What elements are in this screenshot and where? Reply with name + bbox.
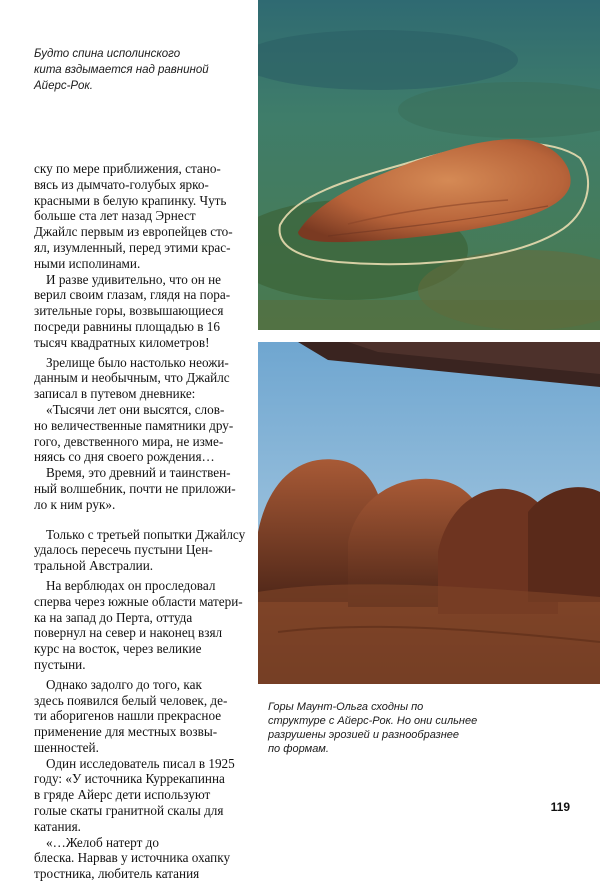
ayers-rock-photo xyxy=(258,0,600,330)
text-line: ти аборигенов нашли прекрасное xyxy=(34,708,222,724)
text-line: Один исследователь писал в 1925 xyxy=(46,755,235,771)
text-line: зительные горы, возвышающиеся xyxy=(34,303,224,319)
text-line: верил своим глазам, глядя на пора- xyxy=(34,287,231,303)
mount-olga-illustration xyxy=(258,342,600,684)
caption-line: по формам. xyxy=(268,743,329,755)
dome-rock xyxy=(528,487,600,602)
text-line: здесь появился белый человек, де- xyxy=(34,692,228,708)
caption-line: кита вздымается над равниной xyxy=(34,64,209,76)
text-line: пустыни. xyxy=(34,656,86,672)
text-line: повернул на север и наконец взял xyxy=(34,625,223,641)
top-photo-caption xyxy=(34,46,244,94)
text-line: Только с третьей попытки Джайлсу xyxy=(46,526,246,542)
caption-line: Будто спина исполинского xyxy=(34,48,181,60)
text-line: посреди равнины площадью в 16 xyxy=(34,318,220,334)
text-line: удалось пересечь пустыни Цен- xyxy=(34,542,213,558)
ayers-rock-illustration xyxy=(258,0,600,330)
text-line: На верблюдах он проследовал xyxy=(46,577,216,593)
text-line: красными в белую крапинку. Чуть xyxy=(34,192,227,208)
text-line: в гряде Айерс дети используют xyxy=(34,787,211,803)
text-line: сперва через южные области матери- xyxy=(34,593,243,609)
text-line: но величественные памятники дру- xyxy=(34,417,234,433)
text-line: «…Желоб натерт до xyxy=(46,834,159,850)
caption-line: структуре с Айерс-Рок. Но они сильнее xyxy=(268,715,478,727)
text-line: няясь со дня своего рождения… xyxy=(34,449,215,465)
text-line: больше ста лет назад Эрнест xyxy=(34,208,196,224)
text-line: гого, девственного мира, не изме- xyxy=(34,433,224,449)
caption-line: разрушены эрозией и разнообразнее xyxy=(268,729,460,741)
text-line: катания. xyxy=(34,818,81,834)
text-line: тысяч квадратных километров! xyxy=(34,334,210,350)
page-number: 119 xyxy=(550,800,570,814)
text-line: ный волшебник, почти не приложи- xyxy=(34,480,236,496)
article-body xyxy=(34,161,248,882)
text-line: данным и необычным, что Джайлс xyxy=(34,370,230,386)
text-line: шенностей. xyxy=(34,739,99,755)
caption-line: Горы Маунт-Ольга сходны по xyxy=(268,701,424,713)
bottom-photo-caption xyxy=(268,700,588,756)
text-line: ло к ним рук». xyxy=(34,496,116,512)
text-line: тральной Австралии. xyxy=(34,558,154,574)
text-line: ял, изумленный, перед этими крас- xyxy=(34,239,231,255)
text-line: ску по мере приближения, стано- xyxy=(34,161,221,176)
text-line: Время, это древний и таинствен- xyxy=(46,465,231,481)
text-line: вясь из дымчато-голубых ярко- xyxy=(34,176,209,192)
text-line: Джайлс первым из европейцев сто- xyxy=(34,224,233,240)
text-line: И разве удивительно, что он не xyxy=(46,271,222,287)
text-line: блеска. Нарвав у источника охапку xyxy=(34,850,231,866)
text-line: ными исполинами. xyxy=(34,255,141,271)
text-line: году: «У источника Куррекапинна xyxy=(34,771,225,787)
text-line: Зрелище было настолько неожи- xyxy=(46,354,229,370)
text-line: тростника, любитель катания xyxy=(34,866,200,882)
mount-olga-photo xyxy=(258,342,600,684)
text-line: записал в путевом дневнике: xyxy=(34,386,196,402)
caption-line: Айерс-Рок. xyxy=(34,80,93,92)
text-line: голые скаты гранитной скалы для xyxy=(34,803,224,819)
text-line: «Тысячи лет они высятся, слов- xyxy=(46,401,225,417)
text-line: применение для местных возвы- xyxy=(34,724,218,740)
text-line: ка на запад до Перта, оттуда xyxy=(34,609,193,625)
text-line: курс на восток, через великие xyxy=(34,641,202,657)
text-line: Однако задолго до того, как xyxy=(46,676,202,692)
